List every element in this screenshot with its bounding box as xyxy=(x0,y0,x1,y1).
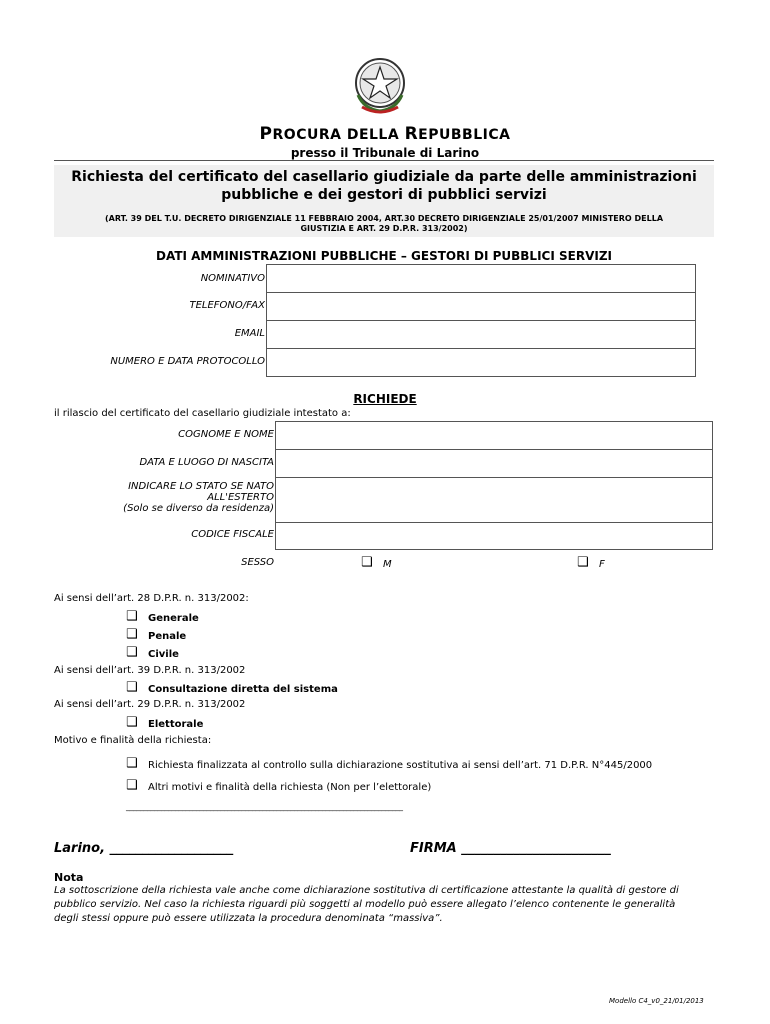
label-cognome: COGNOME E NOME xyxy=(178,429,274,440)
label-nascita: DATA E LUOGO DI NASCITA xyxy=(139,457,274,468)
label-sesso: SESSO xyxy=(241,557,274,568)
checkbox-elettorale[interactable]: ❑ xyxy=(126,715,138,730)
checkbox-altri-motivi[interactable]: ❑ xyxy=(126,778,138,793)
checkbox-penale[interactable]: ❑ xyxy=(126,627,138,642)
checkbox-m[interactable]: ❑ xyxy=(361,555,373,570)
nota-text: La sottoscrizione della richiesta vale anche come dichiarazione sostitutiva di certificazione attestante la qualità di gestore di pubblico servizio. Nel caso la richiesta riguardi più soggetti al modello può essere allegato l’elenco contenente le generalità degli stessi oppure può essere utilizzata la procedura denominata “massiva”. xyxy=(54,885,679,924)
label-f: F xyxy=(599,559,605,570)
request-title: Richiesta del certificato del casellario giudiziale da parte delle amministrazioni pubbliche e dei gestori di pubblici servizi xyxy=(71,169,697,203)
label-stato-estero: INDICARE LO STATO SE NATO ALL'ESTERTO (Solo se diverso da residenza) xyxy=(123,481,274,514)
label-m: M xyxy=(383,559,392,570)
header-divider xyxy=(54,160,714,161)
cognome-field[interactable] xyxy=(276,422,712,449)
protocollo-field[interactable] xyxy=(267,348,695,376)
art28-text: Ai sensi dell’art. 28 D.P.R. n. 313/2002: xyxy=(54,593,249,604)
codice-fiscale-field[interactable] xyxy=(276,522,712,549)
checkbox-f[interactable]: ❑ xyxy=(577,555,589,570)
richiede-intro: il rilascio del certificato del casellario giudiziale intestato a: xyxy=(54,408,351,419)
place-date-line[interactable]: Larino, ___________________ xyxy=(54,841,234,856)
italian-republic-emblem xyxy=(350,55,410,117)
telefono-field[interactable] xyxy=(267,292,695,320)
nota-heading: Nota xyxy=(54,871,84,884)
option-civile: Civile xyxy=(148,649,179,660)
nascita-field[interactable] xyxy=(276,449,712,477)
request-legal-note: (ART. 39 DEL T.U. DECRETO DIRIGENZIALE 11 FEBBRAIO 2004, ART.30 DECRETO DIRIGENZIALE 25/01/2007 MINISTERO DELLA GIUSTIZIA E ART. 29 D.P.R. 313/2002) xyxy=(104,214,664,233)
option-consultazione: Consultazione diretta del sistema xyxy=(148,684,338,695)
label-codice-fiscale: CODICE FISCALE xyxy=(191,529,274,540)
label-protocollo: NUMERO E DATA PROTOCOLLO xyxy=(110,356,265,367)
checkbox-consultazione[interactable]: ❑ xyxy=(126,680,138,695)
option-elettorale: Elettorale xyxy=(148,719,204,730)
art29-text: Ai sensi dell’art. 29 D.P.R. n. 313/2002 xyxy=(54,699,246,710)
checkbox-generale[interactable]: ❑ xyxy=(126,609,138,624)
option-controllo: Richiesta finalizzata al controllo sulla dichiarazione sostitutiva ai sensi dell’art. 71 D.P.R. N°445/2000 xyxy=(148,760,653,771)
checkbox-controllo[interactable]: ❑ xyxy=(126,756,138,771)
admin-data-table xyxy=(266,264,696,377)
option-generale: Generale xyxy=(148,613,199,624)
option-penale: Penale xyxy=(148,631,187,642)
checkbox-civile[interactable]: ❑ xyxy=(126,645,138,660)
model-version: Modello C4_v0_21/01/2013 xyxy=(609,997,704,1005)
office-subtitle: presso il Tribunale di Larino xyxy=(290,146,480,160)
label-nominativo: NOMINATIVO xyxy=(200,273,265,284)
nominativo-field[interactable] xyxy=(267,265,695,292)
art39-text: Ai sensi dell’art. 39 D.P.R. n. 313/2002 xyxy=(54,665,246,676)
email-field[interactable] xyxy=(267,320,695,348)
firma-line[interactable]: FIRMA _______________________ xyxy=(410,841,611,856)
option-altri-motivi: Altri motivi e finalità della richiesta (Non per l’elettorale) xyxy=(148,782,432,793)
motivo-text: Motivo e finalità della richiesta: xyxy=(54,735,212,746)
office-title: PROCURA DELLA REPUBBLICA xyxy=(259,124,511,144)
motivo-fill-line[interactable]: _______________________________________________________________________________ xyxy=(126,802,403,811)
richiede-heading: RICHIEDE xyxy=(353,392,417,406)
subject-data-table xyxy=(275,421,713,550)
stato-estero-field[interactable] xyxy=(276,477,712,523)
label-telefono: TELEFONO/FAX xyxy=(189,300,265,311)
label-email: EMAIL xyxy=(234,328,265,339)
admin-section-title: DATI AMMINISTRAZIONI PUBBLICHE – GESTORI DI PUBBLICI SERVIZI xyxy=(156,249,612,263)
